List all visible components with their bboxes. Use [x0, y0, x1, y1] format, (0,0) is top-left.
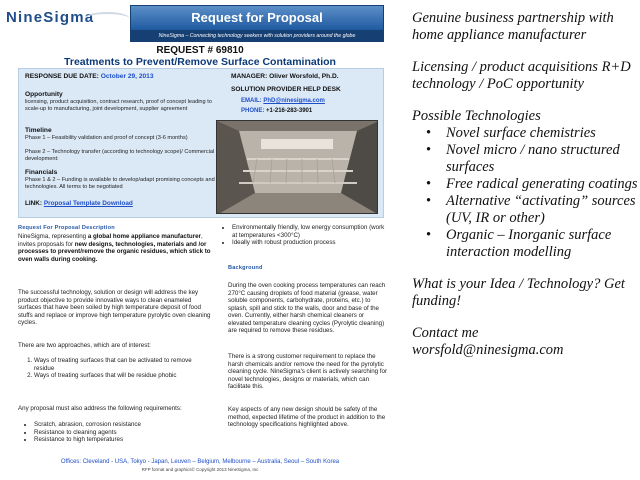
possible-technologies-title: Possible Technologies [412, 108, 541, 124]
rfp-banner [130, 5, 384, 31]
due-date-label: RESPONSE DUE DATE: [25, 73, 99, 80]
background-paragraph-1: During the oven cooking process temperatures can reach 270°C causing droplets of food material (grease, water soluble components, carbohydrate, proteins, etc.) to splash, spill and stick to the walls, door and base of the oven. Currently, either harsh chemical cleaners or elevated temperature cleaning cycles (Pyrolytic cleaning) are required to remove these residues. [228, 282, 386, 334]
logo-swoosh [84, 12, 130, 26]
helpdesk-label: SOLUTION PROVIDER HELP DESK [231, 86, 341, 93]
financials-text: Phase 1 & 2 – Funding is available to develop/adapt promising concepts and technologies. All terms to be negotiated [25, 177, 215, 190]
list-item [412, 176, 638, 193]
phone-value: +1-216-283-3901 [266, 108, 313, 114]
financials-label: Financials [25, 169, 58, 176]
requirements-list [24, 421, 210, 444]
technology-label: Novel surface chemistries [446, 125, 596, 141]
rfp-desc-part-4: new designs, technologies, materials and /or processes to prevent/remove the organic residues, which stick to oven walls during cooking. [18, 240, 211, 263]
document-title: Treatments to Prevent/Remove Surface Contamination [64, 56, 336, 68]
manager-row [231, 73, 339, 80]
list-item: 2. Ways of treating surfaces that will be residue phobic [34, 372, 210, 380]
link-row [25, 200, 133, 207]
requirements-intro: Any proposal must also address the following requirements: [18, 405, 182, 412]
list-item: • Resistance to high temperatures [34, 436, 210, 444]
rfp-desc-part-3: , invites proposals for [18, 233, 203, 248]
due-date-row [25, 73, 154, 80]
manager-name: Oliver Worsfold, Ph.D. [269, 73, 339, 80]
contact-label: Contact me [412, 325, 479, 341]
email-label: EMAIL: [241, 98, 262, 104]
list-item: 1. Ways of treating surfaces that can be activated to remove residue [34, 357, 210, 372]
phone-label: PHONE: [241, 108, 265, 114]
list-item [412, 193, 638, 227]
list-item: • Ideally with robust production process [232, 239, 386, 247]
technologies-list [412, 125, 638, 261]
list-item [412, 125, 638, 142]
partnership-note: Genuine business partnership with home appliance manufacturer [412, 10, 614, 43]
bullet-icon: • [426, 142, 432, 158]
rfp-description-heading: Request For Proposal Description [18, 225, 115, 231]
ninesigma-logo: NineSigma [6, 9, 95, 26]
offices-footer: Offices: Cleveland - USA, Tokyo - Japan, Leuven – Belgium, Melbourne – Australia, Seoul – South Korea [60, 459, 340, 465]
bullet-icon: • [426, 125, 432, 141]
bullet-icon: • [426, 193, 432, 209]
list-item: • Resistance to cleaning agents [34, 429, 210, 437]
technology-label: Novel micro / nano structured surfaces [446, 142, 620, 175]
opportunity-text: licensing, product acquisition, contract research, proof of concept leading to scale-up to manufacturing, joint development, supplier agreement [25, 99, 212, 112]
request-number: REQUEST # 69810 [156, 45, 244, 56]
notes-panel [412, 10, 638, 359]
link-label: LINK: [25, 200, 43, 207]
technology-label: Organic – Inorganic surface interaction modelling [446, 227, 612, 260]
rfp-description-intro [18, 233, 214, 263]
tagline: NineSigma – Connecting technology seekers with solution providers around the globe [130, 31, 384, 42]
background-paragraph-2: There is a strong customer requirement to replace the harsh chemicals and/or remove the need for the pyrolytic cleaning cycle. NineSigma's client is actively searching for novel technologies, designs or materials, which can facilitate this. [228, 353, 388, 390]
funding-note: What is your Idea / Technology? Get funding! [412, 276, 625, 309]
phone-row [241, 108, 312, 114]
technology-label: Alternative “activating” sources (UV, IR or other) [446, 193, 636, 226]
timeline-phase-1: Phase 1 – Feasibility validation and proof of concept (3-6 months) [25, 135, 188, 141]
list-item: • Scratch, abrasion, corrosion resistance [34, 421, 210, 429]
email-link[interactable]: PhD@ninesigma.com [263, 98, 325, 104]
list-item [412, 142, 638, 176]
bullet-icon: • [426, 227, 432, 243]
email-row [241, 98, 325, 104]
requirements-list-continued [222, 224, 386, 247]
oven-interior-photo [216, 120, 378, 214]
manager-label: MANAGER: [231, 73, 268, 80]
list-item [412, 227, 638, 261]
background-paragraph-3: Key aspects of any new design should be safety of the method, expected lifetime of the product in addition to the technology specifications highlighted above. [228, 406, 386, 428]
proposal-template-link[interactable]: Proposal Template Download [43, 200, 133, 207]
approaches-list [24, 357, 210, 380]
rfp-description-objective: The successful technology, solution or design will address the key product objective to provide innovative ways to clean enameled surfaces that have been soiled by high temperature deposit of food stuffs and replace or improve high temperature pyrolytic oven cleaning cycles. [18, 289, 211, 326]
rfp-description-approaches: There are two approaches, which are of interest: [18, 342, 151, 349]
rfp-desc-part-1: NineSigma, representing [18, 233, 88, 240]
bullet-icon: • [426, 176, 432, 192]
oven-photo-illustration [217, 121, 378, 214]
list-item: • Environmentally friendly, low energy consumption (work at temperatures <300°C) [232, 224, 386, 239]
timeline-phase-2: Phase 2 – Technology transfer (according to technology scope)/ Commercial development: [25, 149, 215, 162]
timeline-label: Timeline [25, 127, 52, 134]
technology-label: Free radical generating coatings [446, 176, 638, 192]
rfp-desc-part-2: a global home appliance manufacturer [87, 233, 201, 240]
copyright-footer: RFP format and graphics© Copyright 2013 NineSigma, Inc [141, 467, 259, 472]
background-heading: Background [228, 265, 263, 271]
banner-title: Request for Proposal [191, 10, 323, 25]
contact-email[interactable]: worsfold@ninesigma.com [412, 342, 564, 358]
opportunity-label: Opportunity [25, 91, 63, 98]
due-date-value: October 29, 2013 [100, 73, 154, 80]
licensing-note: Licensing / product acquisitions R+D technology / PoC opportunity [412, 59, 631, 92]
